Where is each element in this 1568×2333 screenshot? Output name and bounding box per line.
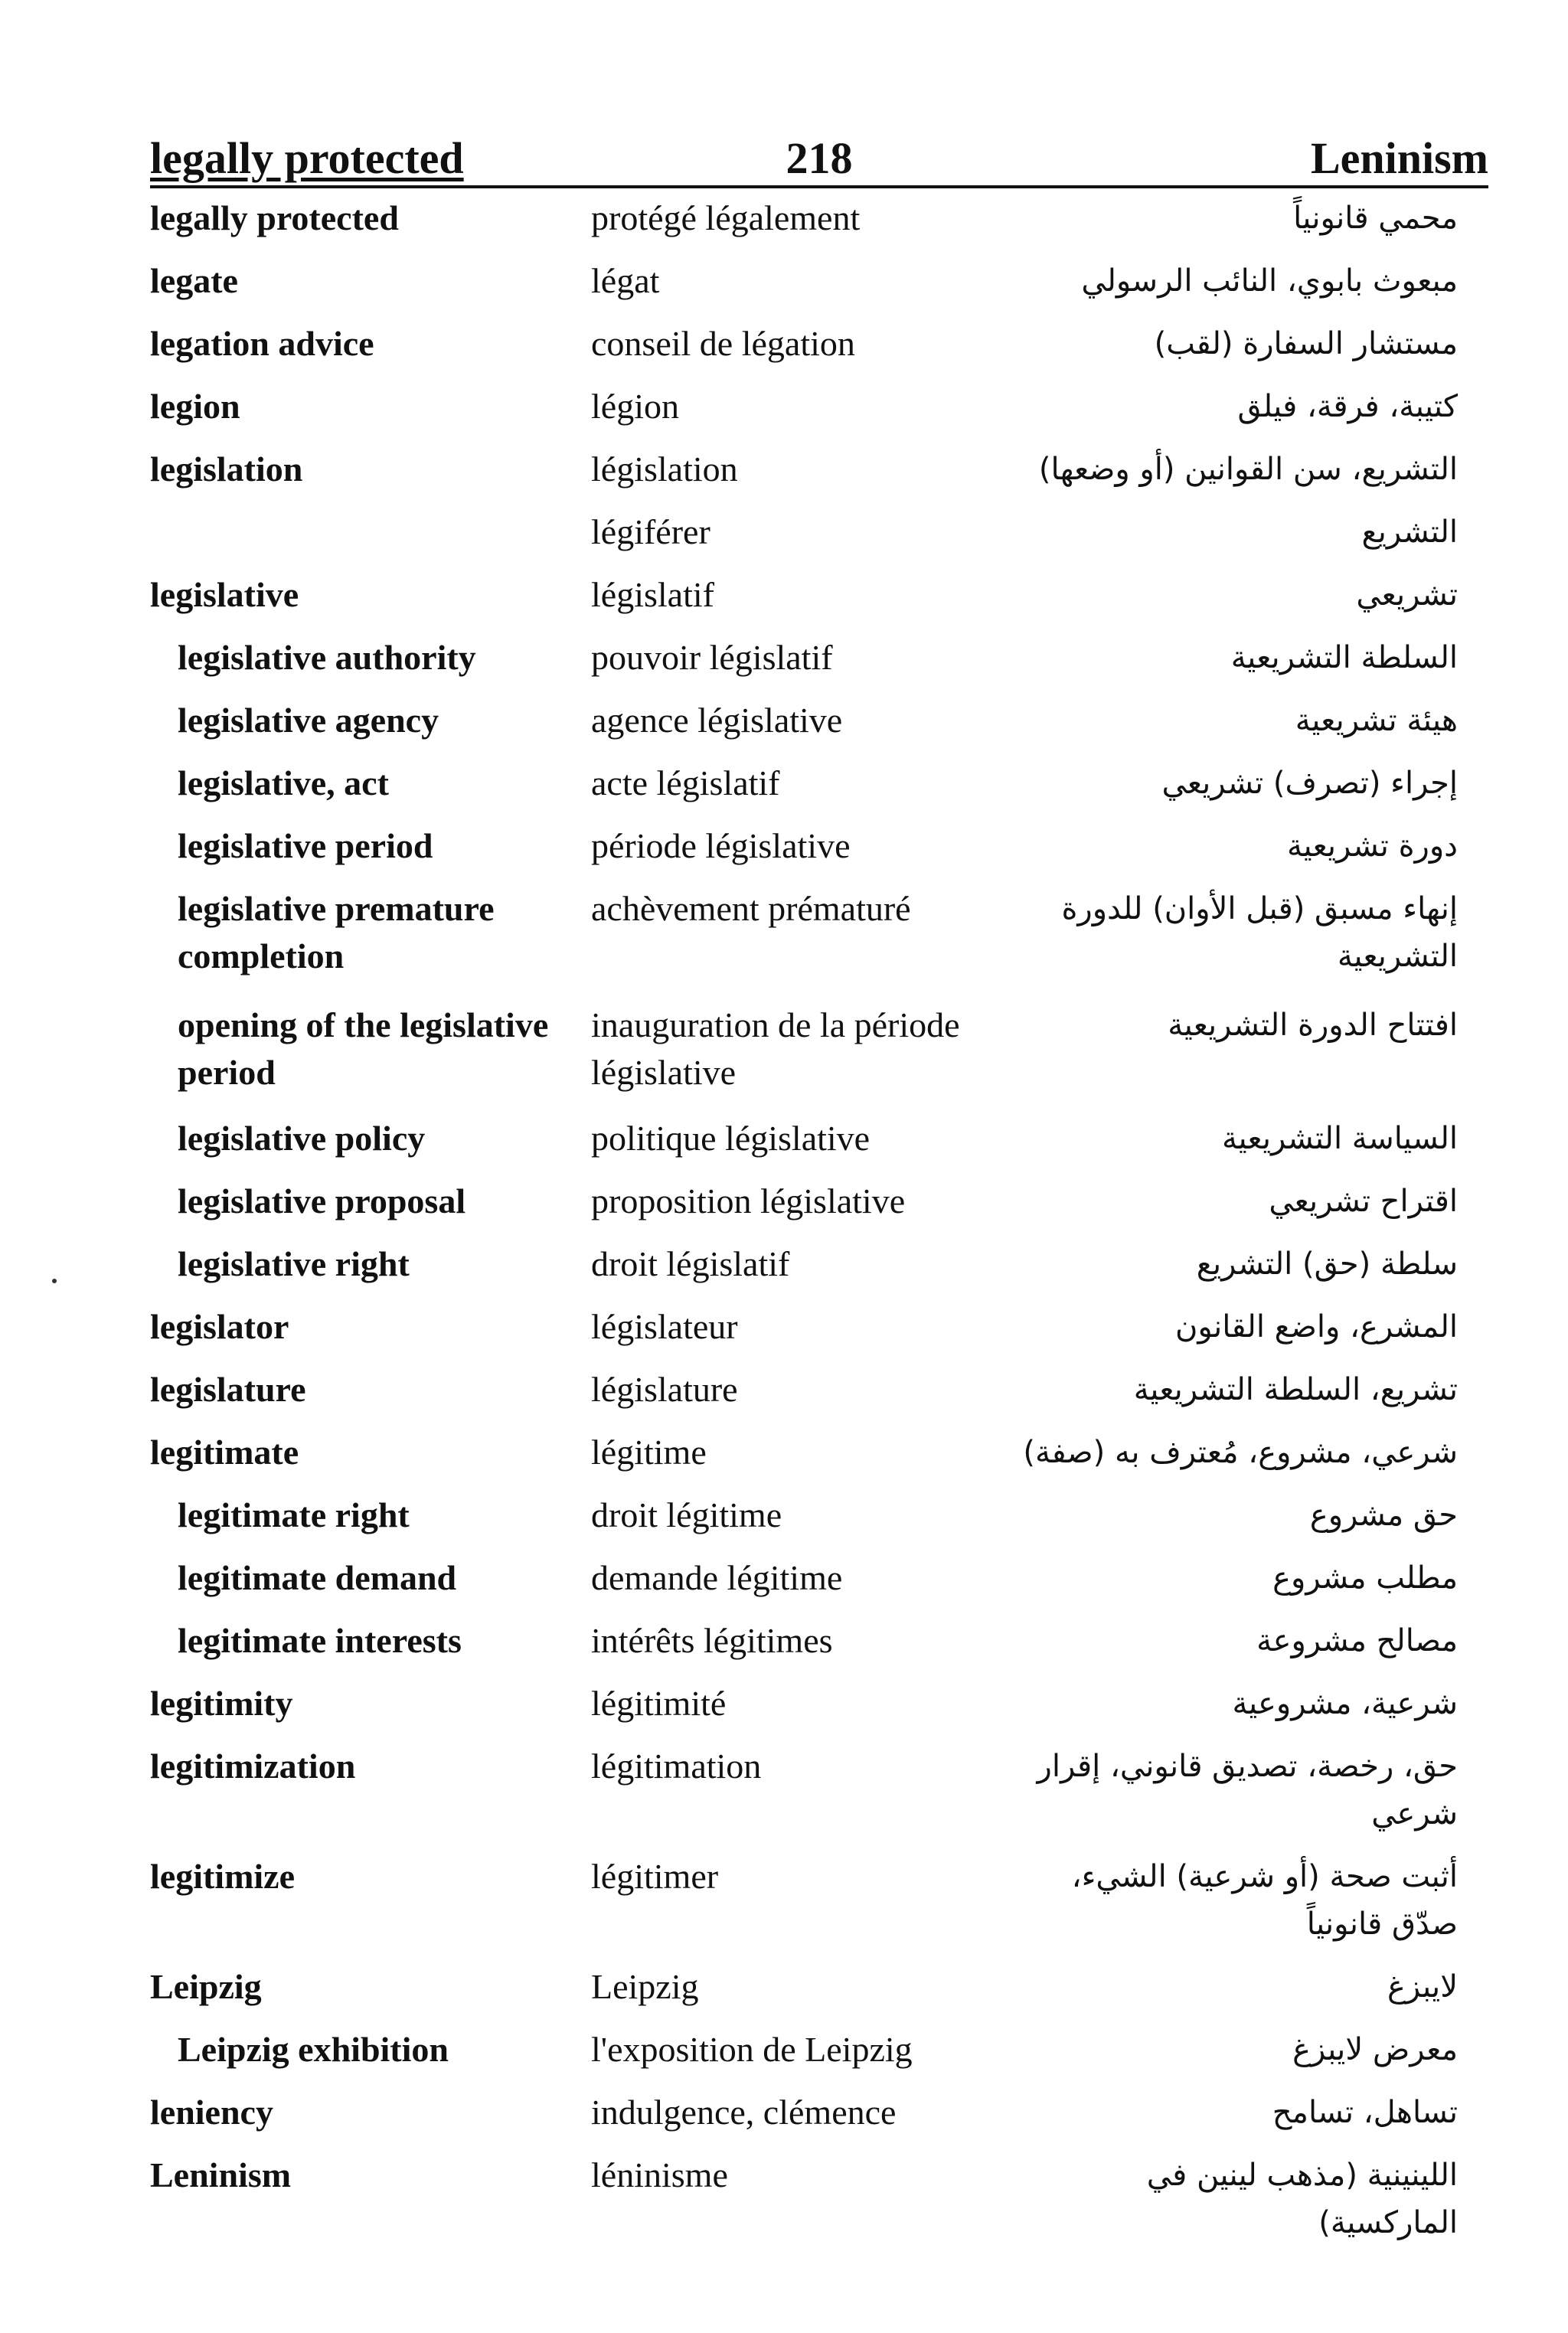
english-term: legitimization — [150, 1746, 356, 1786]
french-term: pouvoir législatif — [591, 638, 833, 677]
english-term: legislative — [150, 575, 299, 614]
arabic-term: إنهاء مسبق (قبل الأوان) للدورة التشريعية — [1061, 891, 1458, 974]
english-term: legislative authority — [178, 638, 476, 677]
english-term: leniency — [150, 2093, 273, 2132]
french-term: légitimation — [591, 1746, 762, 1786]
french-term: demande légitime — [591, 1558, 843, 1597]
french-term: période législative — [591, 826, 851, 865]
arabic-term: أثبت صحة (أو شرعية) الشيء، صدّق قانونياً — [1071, 1859, 1458, 1942]
english-term: legation advice — [150, 324, 374, 363]
arabic-term: حق، رخصة، تصديق قانوني، إقرار شرعي — [1037, 1749, 1458, 1831]
english-term: legitimity — [150, 1684, 293, 1723]
french-term: Leipzig — [591, 1967, 699, 2006]
arabic-term: تشريع، السلطة التشريعية — [1133, 1372, 1458, 1407]
english-term: legislative premature completion — [178, 889, 495, 975]
english-term: legitimate demand — [178, 1558, 457, 1597]
english-term: legislative, act — [178, 763, 389, 802]
french-term: conseil de légation — [591, 324, 855, 363]
french-term: légion — [591, 387, 679, 426]
scan-dot — [52, 1279, 57, 1283]
english-term: legislative right — [178, 1244, 410, 1283]
arabic-term: معرض لايبزغ — [1292, 2032, 1458, 2067]
english-term: legitimate — [150, 1433, 299, 1472]
arabic-term: مبعوث بابوي، النائب الرسولي — [1081, 263, 1458, 299]
english-term: legally protected — [150, 198, 399, 237]
arabic-term: مطلب مشروع — [1272, 1560, 1458, 1596]
english-term: legate — [150, 261, 238, 300]
french-term: législature — [591, 1370, 738, 1409]
arabic-term: المشرع، واضع القانون — [1175, 1309, 1458, 1345]
arabic-term: تشريعي — [1356, 577, 1458, 613]
arabic-term: دورة تشريعية — [1287, 828, 1458, 864]
page-number: 218 — [786, 133, 853, 183]
arabic-term: إجراء (تصرف) تشريعي — [1161, 766, 1458, 801]
french-term: légitime — [591, 1433, 707, 1472]
arabic-term: مصالح مشروعة — [1256, 1623, 1458, 1658]
english-term: opening of the legislative period — [178, 1005, 549, 1092]
english-term: Leninism — [150, 2155, 292, 2194]
french-term: inauguration de la période législative — [591, 1005, 960, 1092]
english-term: legislature — [150, 1370, 306, 1409]
french-term: légat — [591, 261, 660, 300]
french-term: acte législatif — [591, 763, 780, 802]
arabic-term: التشريع، سن القوانين (أو وضعها) — [1038, 452, 1458, 487]
header-last-entry: Leninism — [1310, 133, 1488, 183]
arabic-term: سلطة (حق) التشريع — [1196, 1247, 1458, 1282]
french-term: achèvement prématuré — [591, 889, 911, 928]
french-term: protégé légalement — [591, 198, 861, 237]
english-term: legislative period — [178, 826, 433, 865]
arabic-term: شرعي، مشروع، مُعترف به (صفة) — [1023, 1435, 1458, 1470]
french-term: politique législative — [591, 1119, 871, 1158]
arabic-term: حق مشروع — [1309, 1498, 1458, 1533]
french-term: législateur — [591, 1307, 738, 1346]
french-term: agence législative — [591, 701, 843, 740]
french-term: légiférer — [591, 512, 710, 551]
english-term: Leipzig — [150, 1967, 262, 2006]
english-term: legislative agency — [178, 701, 439, 740]
arabic-term: لايبزغ — [1387, 1969, 1458, 2005]
arabic-term: هيئة تشريعية — [1295, 703, 1458, 738]
arabic-term: مستشار السفارة (لقب) — [1154, 326, 1458, 361]
arabic-term: اللينينية (مذهب لينين في الماركسية) — [1146, 2158, 1458, 2240]
arabic-term: شرعية، مشروعية — [1232, 1686, 1458, 1721]
french-term: indulgence, clémence — [591, 2093, 897, 2132]
english-term: legislative proposal — [178, 1181, 466, 1220]
english-term: legislative policy — [178, 1119, 426, 1158]
french-term: législatif — [591, 575, 714, 614]
french-term: légitimité — [591, 1684, 727, 1723]
french-term: léninisme — [591, 2155, 728, 2194]
french-term: l'exposition de Leipzig — [591, 2030, 913, 2069]
french-term: légitimer — [591, 1857, 719, 1896]
french-term: droit légitime — [591, 1495, 782, 1534]
arabic-term: السلطة التشريعية — [1230, 640, 1458, 675]
arabic-term: محمي قانونياً — [1293, 201, 1458, 236]
arabic-term: افتتاح الدورة التشريعية — [1168, 1008, 1458, 1043]
english-term: legislation — [150, 449, 303, 488]
english-term: legitimize — [150, 1857, 296, 1896]
french-term: proposition législative — [591, 1181, 906, 1220]
arabic-term: السياسة التشريعية — [1222, 1121, 1458, 1156]
english-term: Leipzig exhibition — [178, 2030, 449, 2069]
header-first-entry: legally protected — [150, 133, 464, 183]
english-term: legislator — [150, 1307, 289, 1346]
french-term: droit législatif — [591, 1244, 790, 1283]
arabic-term: اقتراح تشريعي — [1269, 1184, 1458, 1219]
english-term: legitimate interests — [178, 1621, 462, 1660]
french-term: intérêts légitimes — [591, 1621, 833, 1660]
running-header — [150, 123, 1488, 188]
french-term: législation — [591, 449, 738, 488]
english-term: legitimate right — [178, 1495, 410, 1534]
arabic-term: التشريع — [1361, 515, 1458, 550]
arabic-term: كتيبة، فرقة، فيلق — [1237, 389, 1458, 424]
arabic-term: تساهل، تسامح — [1272, 2095, 1458, 2130]
english-term: legion — [150, 387, 240, 426]
